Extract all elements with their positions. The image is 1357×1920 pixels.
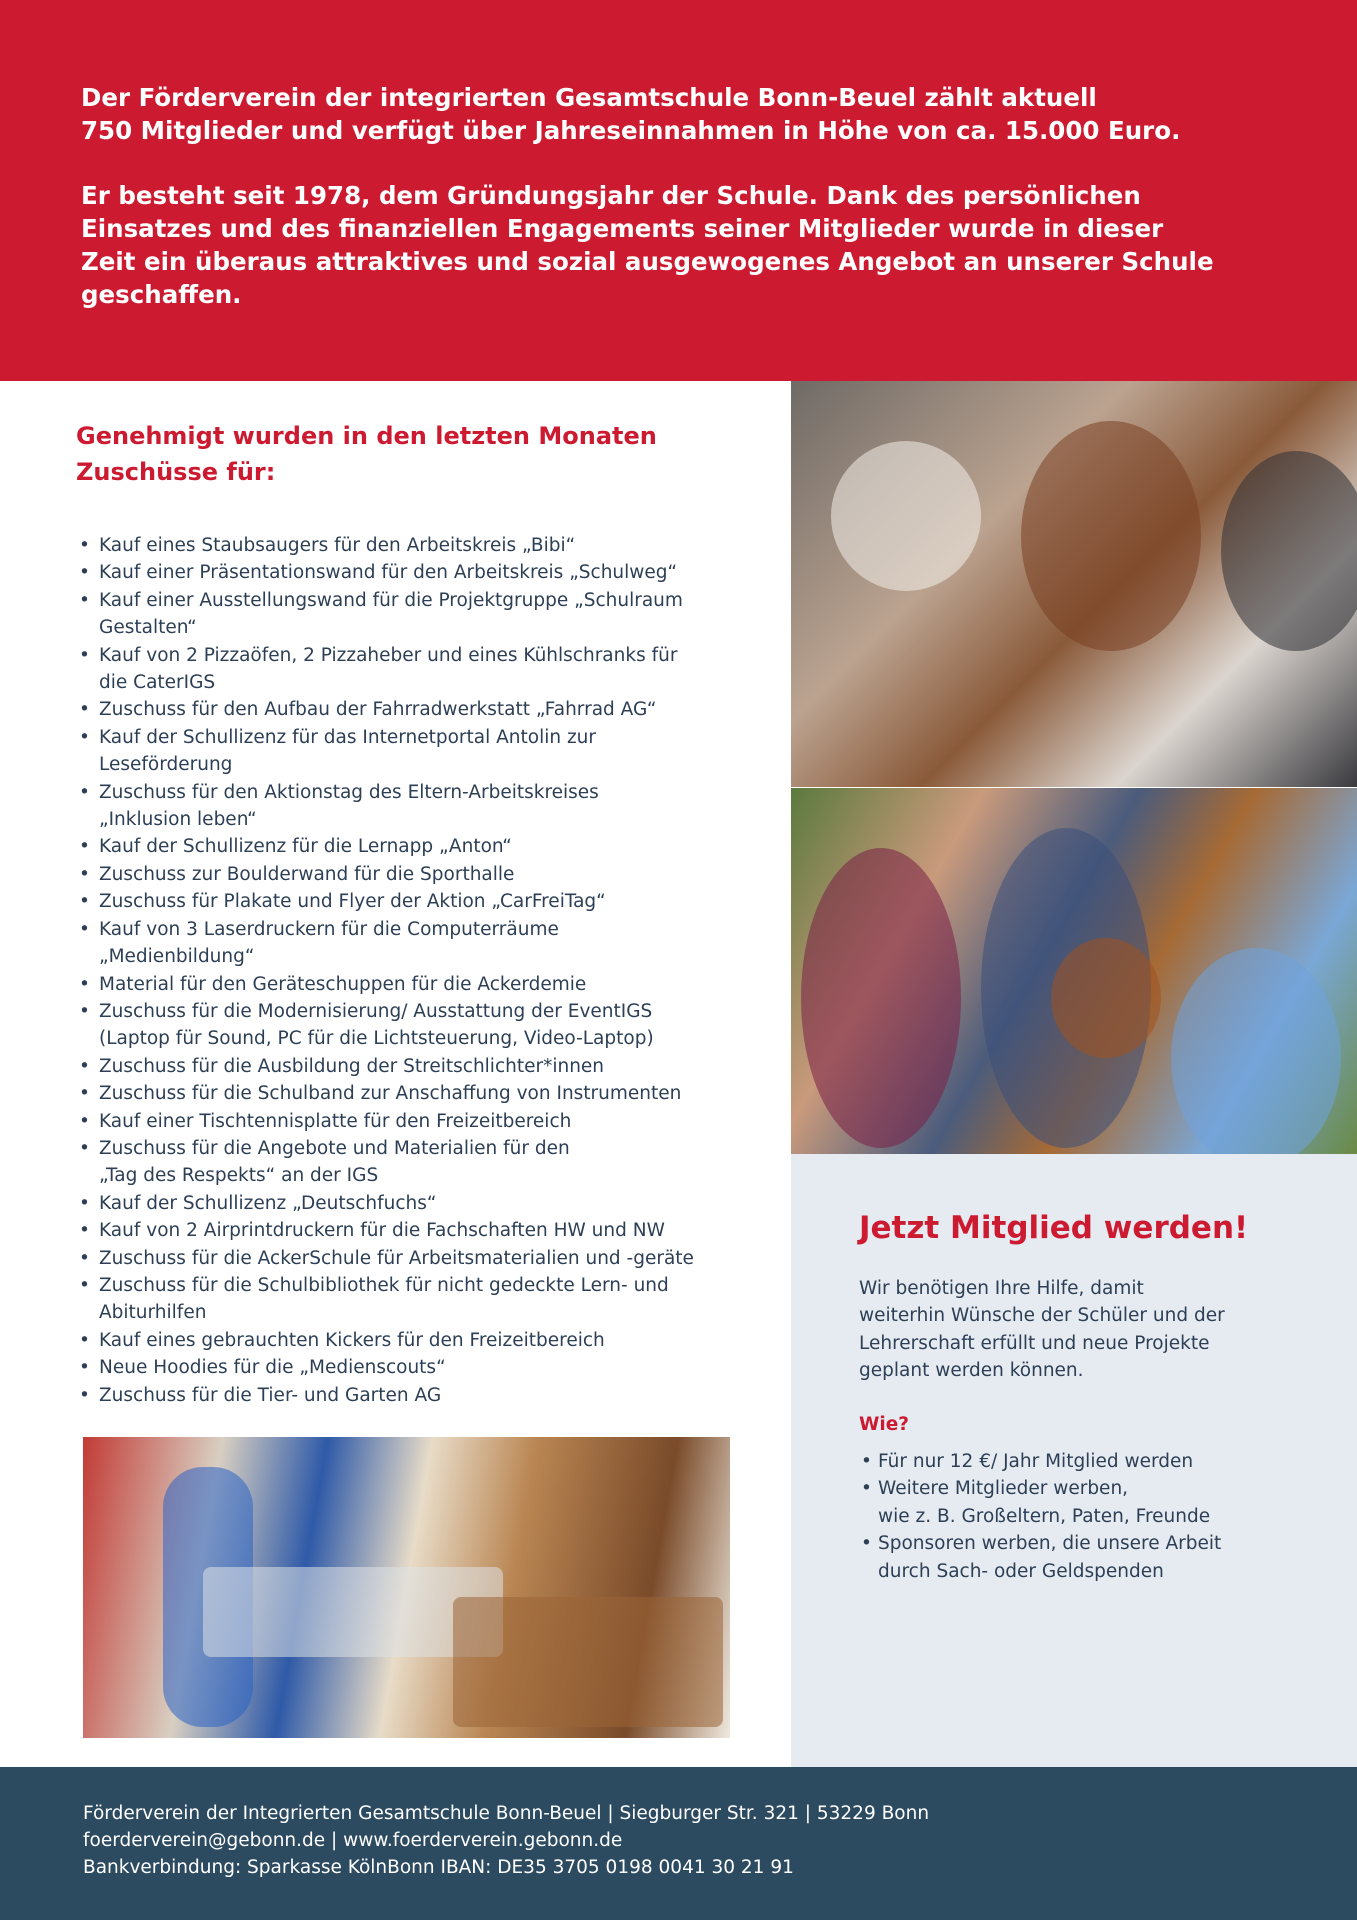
join-text-line: weiterhin Wünsche der Schüler und der: [859, 1305, 1225, 1327]
join-heading: Jetzt Mitglied werden!: [859, 1210, 1249, 1246]
how-list-item: [859, 1475, 1329, 1530]
grant-list-item-line: Leseförderung: [99, 754, 233, 776]
footer-contact: foerderverein@gebonn.de | www.foerderverein.gebonn.de: [83, 1830, 623, 1851]
grants-heading-line: Genehmigt wurden in den letzten Monaten: [76, 422, 657, 450]
grant-list-item-line: • Kauf einer Tischtennisplatte für den Freizeitbereich: [99, 1110, 572, 1132]
join-text-line: geplant werden können.: [859, 1360, 1084, 1382]
photo-students-with-dog: [791, 381, 1357, 787]
how-list-item-line: wie z. B. Großeltern, Paten, Freunde: [878, 1505, 1211, 1527]
grant-list-item-line: • Zuschuss für den Aufbau der Fahrradwerkstatt „Fahrrad AG“: [99, 699, 657, 721]
grant-list-item: [76, 1190, 776, 1217]
grant-list-item-line: • Zuschuss für die Tier- und Garten AG: [99, 1384, 442, 1406]
grant-list-item-line: • Kauf von 2 Pizzaöfen, 2 Pizzaheber und eines Kühlschranks für: [99, 644, 678, 666]
grant-list-item-line: • Zuschuss zur Boulderwand für die Sporthalle: [99, 863, 515, 885]
grant-list-item-line: • Kauf der Schullizenz für die Lernapp „Anton“: [99, 836, 512, 858]
grant-list-item-line: Gestalten“: [99, 617, 197, 639]
grant-list-item: [76, 998, 776, 1053]
how-list-item: [859, 1530, 1329, 1585]
grant-list-item: [76, 779, 776, 834]
grant-list-item-line: • Zuschuss für Plakate und Flyer der Aktion „CarFreiTag“: [99, 891, 606, 913]
grant-list-item-line: • Kauf eines gebrauchten Kickers für den Freizeitbereich: [99, 1329, 605, 1351]
intro-paragraph-2: [81, 179, 1281, 311]
grants-list: [76, 532, 776, 1409]
grant-list-item-line: „Inklusion leben“: [99, 809, 257, 831]
grant-list-item: [76, 1080, 776, 1107]
grant-list-item-line: • Zuschuss für die Modernisierung/ Ausstattung der EventIGS: [99, 1000, 653, 1022]
intro-paragraph-1: [81, 81, 1281, 147]
grant-list-item-line: • Zuschuss für die Angebote und Materialien für den: [99, 1137, 570, 1159]
intro-line: geschaffen.: [81, 280, 242, 309]
how-list-item-line: • Für nur 12 €/ Jahr Mitglied werden: [878, 1451, 1194, 1472]
grant-list-item: [76, 532, 776, 559]
intro-line: Er besteht seit 1978, dem Gründungsjahr der Schule. Dank des persönlichen: [81, 181, 1141, 210]
how-list-item-line: • Weitere Mitglieder werben,: [878, 1478, 1129, 1500]
grant-list-item: [76, 1245, 776, 1272]
membership-panel: [791, 1154, 1357, 1767]
grant-list-item: [76, 559, 776, 586]
join-text-line: Wir benötigen Ihre Hilfe, damit: [859, 1278, 1144, 1299]
how-label: Wie?: [859, 1414, 910, 1435]
grant-list-item: [76, 1382, 776, 1409]
grant-list-item-line: • Kauf von 3 Laserdruckern für die Computerräume: [99, 918, 559, 940]
grant-list-item: [76, 1327, 776, 1354]
grant-list-item: [76, 1217, 776, 1244]
intro-banner: [0, 0, 1357, 381]
grant-list-item: [76, 696, 776, 723]
intro-line: Der Förderverein der integrierten Gesamtschule Bonn-Beuel zählt aktuell: [81, 83, 1097, 112]
how-list-item: [859, 1448, 1329, 1475]
grant-list-item: [76, 916, 776, 971]
grant-list-item-line: • Zuschuss für die Schulband zur Anschaffung von Instrumenten: [99, 1083, 682, 1105]
grant-list-item-line: • Neue Hoodies für die „Medienscouts“: [99, 1357, 446, 1379]
grant-list-item-line: „Medienbildung“: [99, 946, 255, 968]
grant-list-item: [76, 642, 776, 697]
grant-list-item: [76, 1053, 776, 1080]
intro-line: 750 Mitglieder und verfügt über Jahreseinnahmen in Höhe von ca. 15.000 Euro.: [81, 116, 1181, 145]
grant-list-item-line: • Kauf eines Staubsaugers für den Arbeitskreis „Bibi“: [99, 535, 576, 556]
photo-foosball-tables: [83, 1437, 730, 1738]
grant-list-item-line: • Zuschuss für den Aktionstag des Eltern-Arbeitskreises: [99, 781, 599, 803]
footer-address: Förderverein der Integrierten Gesamtschule Bonn-Beuel | Siegburger Str. 321 | 53229 Bonn: [83, 1803, 930, 1824]
intro-line: Einsatzes und des finanziellen Engagements seiner Mitglieder wurde in dieser: [81, 214, 1164, 243]
grant-list-item-line: • Zuschuss für die AckerSchule für Arbeitsmaterialien und -geräte: [99, 1247, 694, 1269]
grant-list-item: [76, 1135, 776, 1190]
grant-list-item: [76, 888, 776, 915]
footer: [0, 1767, 1357, 1920]
grant-list-item: [76, 971, 776, 998]
how-list-item-line: • Sponsoren werben, die unsere Arbeit: [878, 1533, 1222, 1555]
grants-section: [76, 418, 756, 1406]
grant-list-item-line: (Laptop für Sound, PC für die Lichtsteuerung, Video-Laptop): [99, 1028, 654, 1050]
grant-list-item-line: Abiturhilfen: [99, 1302, 207, 1324]
grant-list-item-line: • Kauf einer Ausstellungswand für die Projektgruppe „Schulraum: [99, 589, 683, 611]
grant-list-item-line: • Zuschuss für die Ausbildung der Streitschlichter*innen: [99, 1055, 605, 1077]
grant-list-item: [76, 1108, 776, 1135]
grant-list-item-line: • Material für den Geräteschuppen für die Ackerdemie: [99, 973, 587, 995]
grant-list-item: [76, 833, 776, 860]
intro-line: Zeit ein überaus attraktives und sozial ausgewogenes Angebot an unserer Schule: [81, 247, 1214, 276]
grant-list-item: [76, 587, 776, 642]
how-list-item-line: durch Sach- oder Geldspenden: [878, 1560, 1164, 1582]
footer-bank: Bankverbindung: Sparkasse KölnBonn IBAN: DE35 3705 0198 0041 30 21 91: [83, 1857, 794, 1878]
join-text: [859, 1275, 1319, 1385]
join-text-line: Lehrerschaft erfüllt und neue Projekte: [859, 1332, 1210, 1354]
grant-list-item-line: • Kauf einer Präsentationswand für den Arbeitskreis „Schulweg“: [99, 562, 678, 584]
grant-list-item: [76, 861, 776, 888]
grant-list-item-line: • Kauf der Schullizenz für das Internetportal Antolin zur: [99, 726, 597, 748]
grants-heading-line: Zuschüsse für:: [76, 458, 276, 486]
grant-list-item-line: die CaterIGS: [99, 672, 216, 694]
grant-list-item: [76, 1272, 776, 1327]
photo-girls-with-chicken: [791, 788, 1357, 1154]
grant-list-item-line: • Zuschuss für die Schulbibliothek für nicht gedeckte Lern- und: [99, 1274, 669, 1296]
grant-list-item: [76, 724, 776, 779]
grant-list-item-line: • Kauf von 2 Airprintdruckern für die Fachschaften HW und NW: [99, 1220, 665, 1242]
grant-list-item-line: „Tag des Respekts“ an der IGS: [99, 1165, 379, 1187]
how-list: [859, 1448, 1329, 1585]
grants-heading: [76, 418, 756, 490]
grant-list-item: [76, 1354, 776, 1381]
grant-list-item-line: • Kauf der Schullizenz „Deutschfuchs“: [99, 1192, 437, 1214]
